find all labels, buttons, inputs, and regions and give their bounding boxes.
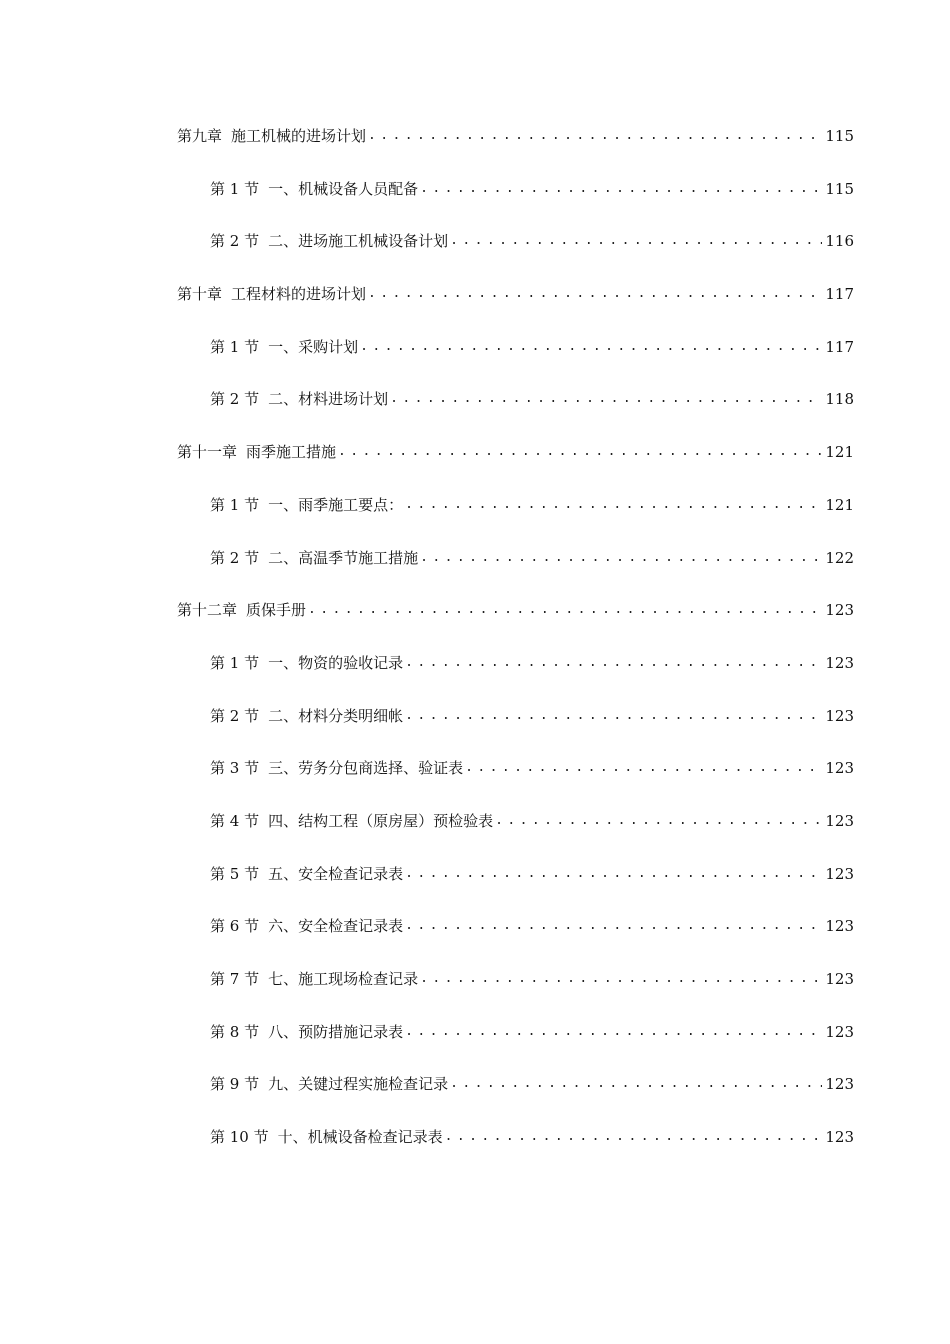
toc-entry-number: 第 2 节 <box>210 548 260 567</box>
dot-leader <box>420 546 822 570</box>
toc-entry-number: 第 9 节 <box>210 1075 260 1094</box>
toc-entry-number: 第 1 节 <box>210 179 260 198</box>
toc-entry-page: 118 <box>825 390 854 409</box>
toc-entry-page: 122 <box>825 548 854 567</box>
toc-chapter-entry[interactable] <box>0 440 950 493</box>
table-of-contents <box>0 124 950 1178</box>
toc-entry-number: 第 1 节 <box>210 653 260 672</box>
toc-section-entry[interactable] <box>0 229 950 282</box>
toc-entry-number: 第 5 节 <box>210 864 260 883</box>
dot-leader <box>338 440 822 464</box>
dot-leader <box>420 177 822 201</box>
dot-leader <box>495 809 822 833</box>
toc-entry-title: 雨季施工措施 <box>246 443 337 462</box>
toc-entry-number: 第 2 节 <box>210 232 260 251</box>
toc-entry-title: 一、雨季施工要点： <box>268 495 404 514</box>
dot-leader <box>465 756 822 780</box>
toc-entry-number: 第 2 节 <box>210 390 260 409</box>
toc-section-entry[interactable] <box>0 809 950 862</box>
dot-leader <box>405 704 822 728</box>
toc-entry-number: 第 8 节 <box>210 1022 260 1041</box>
toc-entry-page: 123 <box>825 1075 854 1094</box>
dot-leader <box>420 967 822 991</box>
toc-entry-number: 第 1 节 <box>210 337 260 356</box>
toc-entry-title: 三、劳务分包商选择、验证表 <box>268 759 464 778</box>
toc-entry-number: 第 3 节 <box>210 759 260 778</box>
dot-leader <box>368 124 822 148</box>
toc-entry-title: 二、高温季节施工措施 <box>268 548 419 567</box>
dot-leader <box>445 1125 823 1149</box>
toc-entry-number: 第十章 <box>177 285 223 304</box>
toc-entry-title: 五、安全检查记录表 <box>268 864 404 883</box>
toc-entry-title: 六、安全检查记录表 <box>268 917 404 936</box>
toc-entry-page: 121 <box>825 443 854 462</box>
toc-section-entry[interactable] <box>0 756 950 809</box>
toc-section-entry[interactable] <box>0 1072 950 1125</box>
toc-chapter-entry[interactable] <box>0 598 950 651</box>
toc-chapter-entry[interactable] <box>0 124 950 177</box>
toc-entry-title: 十、机械设备检查记录表 <box>277 1128 443 1147</box>
toc-entry-page: 123 <box>825 811 854 830</box>
toc-entry-title: 工程材料的进场计划 <box>231 285 367 304</box>
toc-entry-title: 二、进场施工机械设备计划 <box>268 232 449 251</box>
dot-leader <box>368 282 822 306</box>
toc-entry-number: 第 4 节 <box>210 811 260 830</box>
toc-entry-number: 第九章 <box>177 127 223 145</box>
toc-entry-page: 123 <box>825 1128 854 1147</box>
toc-entry-title: 一、机械设备人员配备 <box>268 179 419 198</box>
toc-entry-title: 一、物资的验收记录 <box>268 653 404 672</box>
toc-entry-page: 123 <box>825 864 854 883</box>
toc-entry-title: 九、关键过程实施检查记录 <box>268 1075 449 1094</box>
toc-section-entry[interactable] <box>0 1020 950 1073</box>
toc-entry-title: 四、结构工程（原房屋）预检验表 <box>268 811 494 830</box>
toc-entry-number: 第 2 节 <box>210 706 260 725</box>
toc-entry-title: 八、预防措施记录表 <box>268 1022 404 1041</box>
toc-section-entry[interactable] <box>0 862 950 915</box>
toc-section-entry[interactable] <box>0 546 950 599</box>
toc-entry-page: 123 <box>825 706 854 725</box>
toc-entry-page: 115 <box>825 127 854 145</box>
toc-entry-page: 121 <box>825 495 854 514</box>
toc-entry-page: 123 <box>825 970 854 988</box>
toc-entry-number: 第十一章 <box>177 443 238 462</box>
toc-section-entry[interactable] <box>0 335 950 388</box>
dot-leader <box>450 229 822 253</box>
toc-entry-page: 123 <box>825 1022 854 1041</box>
toc-entry-page: 115 <box>825 179 854 198</box>
toc-section-entry[interactable] <box>0 1125 950 1178</box>
dot-leader <box>450 1072 822 1096</box>
toc-entry-page: 123 <box>825 601 854 620</box>
toc-entry-page: 117 <box>825 337 854 356</box>
toc-entry-page: 116 <box>825 232 854 251</box>
dot-leader <box>405 1020 822 1044</box>
toc-entry-page: 123 <box>825 653 854 672</box>
toc-section-entry[interactable] <box>0 651 950 704</box>
toc-entry-title: 二、材料进场计划 <box>268 390 389 409</box>
dot-leader <box>405 651 822 675</box>
toc-entry-title: 一、采购计划 <box>268 337 359 356</box>
toc-entry-page: 123 <box>825 917 854 936</box>
toc-entry-number: 第 6 节 <box>210 917 260 936</box>
toc-entry-title: 二、材料分类明细帐 <box>268 706 404 725</box>
toc-entry-page: 123 <box>825 759 854 778</box>
dot-leader <box>308 598 822 622</box>
toc-section-entry[interactable] <box>0 387 950 440</box>
toc-section-entry[interactable] <box>0 914 950 967</box>
toc-entry-number: 第 7 节 <box>210 970 260 988</box>
toc-section-entry[interactable] <box>0 704 950 757</box>
toc-entry-number: 第十二章 <box>177 601 238 620</box>
toc-section-entry[interactable] <box>0 967 950 1020</box>
toc-section-entry[interactable] <box>0 493 950 546</box>
toc-entry-title: 施工机械的进场计划 <box>231 127 367 145</box>
toc-section-entry[interactable] <box>0 177 950 230</box>
toc-entry-number: 第 1 节 <box>210 495 260 514</box>
toc-chapter-entry[interactable] <box>0 282 950 335</box>
dot-leader <box>360 335 822 359</box>
toc-entry-title: 七、施工现场检查记录 <box>268 970 419 988</box>
toc-entry-page: 117 <box>825 285 854 304</box>
dot-leader <box>405 862 822 886</box>
toc-entry-title: 质保手册 <box>246 601 307 620</box>
dot-leader <box>405 493 822 517</box>
dot-leader <box>390 387 822 411</box>
toc-entry-number: 第 10 节 <box>210 1128 269 1147</box>
dot-leader <box>405 914 822 938</box>
